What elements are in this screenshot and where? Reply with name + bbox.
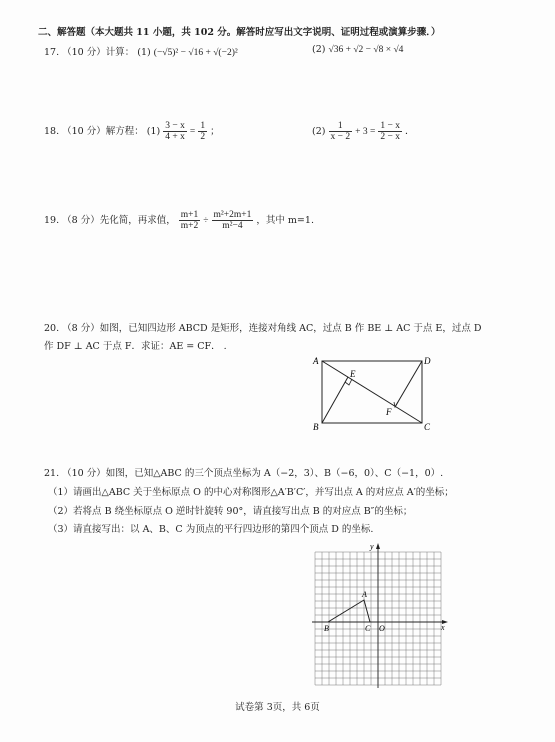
- triangle-abc: [328, 600, 370, 622]
- fraction-denominator: x − 2: [330, 132, 351, 142]
- axis-label-y: y: [370, 542, 374, 551]
- fraction-denominator: m+2: [180, 221, 199, 231]
- question-points: （10 分）计算：: [62, 47, 135, 58]
- question-17-part2: [312, 44, 403, 55]
- fraction: [329, 121, 353, 142]
- axis-label-x: x: [441, 623, 445, 632]
- point-label-o: O: [379, 624, 385, 633]
- label-a: A: [313, 356, 319, 366]
- question-21-line1: 21. （10 分）如图，已知△ABC 的三个顶点坐标为 A（−2，3）、B（−6，0）、C（−1，0）.: [44, 468, 444, 479]
- q17-part2-expression: √36 + √2 − √8 × √4: [328, 45, 404, 55]
- point-label-a: A: [362, 590, 367, 599]
- label-d: D: [424, 356, 431, 366]
- label-f: F: [386, 407, 392, 417]
- punctuation: ；: [210, 126, 220, 137]
- fraction: [179, 210, 201, 231]
- question-number: 18.: [44, 126, 60, 137]
- question-17: [44, 44, 238, 58]
- operator: + 3 =: [355, 127, 376, 137]
- question-21-part2: （2）若将点 B 绕坐标原点 O 逆时针旋转 90°，请直接写出点 B 的对应点 B″的坐标；: [48, 506, 413, 517]
- label-b: B: [313, 422, 319, 432]
- fraction-numerator: 1 − x: [380, 121, 400, 131]
- fraction-denominator: 2 − x: [380, 132, 400, 142]
- label-e: E: [350, 369, 356, 379]
- question-20-line1: 20. （8 分）如图，已知四边形 ABCD 是矩形，连接对角线 AC，过点 B 作 BE ⊥ AC 于点 E，过点 D: [44, 323, 482, 334]
- part-label: (2): [312, 126, 326, 137]
- label-c: C: [424, 422, 431, 432]
- question-number: 19.: [44, 215, 60, 226]
- part-label: (1): [146, 126, 161, 137]
- fraction: [163, 121, 187, 142]
- question-19: [44, 210, 314, 231]
- fraction-denominator: 2: [200, 132, 206, 142]
- question-points: （10 分）解方程：: [62, 126, 144, 137]
- y-axis-arrow-icon: [376, 543, 380, 549]
- coordinate-grid: [308, 540, 450, 690]
- fraction: [378, 121, 402, 142]
- point-label-c: C: [365, 624, 371, 633]
- fraction-numerator: m+1: [180, 210, 199, 220]
- fraction: [198, 121, 207, 142]
- punctuation: ．: [405, 126, 415, 137]
- fraction-numerator: 1: [200, 121, 206, 131]
- part-label: (2): [312, 44, 326, 55]
- section-heading: 二、解答题（本大题共 11 小题，共 102 分。解答时应写出文字说明、证明过程或演算步骤．）: [38, 27, 441, 38]
- page-footer: 试卷第 3页，共 6页: [235, 702, 320, 713]
- fraction: [212, 210, 254, 231]
- question-18: 18. （10 分）解方程： (1) $\frac{3 - x}{4 + x}$ = $\frac{1}{2}$ ；: [44, 121, 220, 142]
- fraction-denominator: m²−4: [222, 221, 243, 231]
- rectangle-figure: [310, 352, 435, 432]
- fraction-numerator: 3 − x: [165, 121, 185, 131]
- point-label-b: B: [324, 624, 329, 633]
- fraction-numerator: 1: [329, 121, 353, 132]
- fraction-numerator: m²+2m+1: [213, 210, 252, 220]
- operator: ÷: [203, 216, 209, 226]
- part-label: (1): [137, 47, 151, 58]
- question-tail: ，其中 m=1.: [256, 215, 314, 226]
- question-18-part2: [312, 121, 415, 142]
- fraction-denominator: 4 + x: [165, 132, 185, 142]
- question-21-part3: （3）请直接写出：以 A、B、C 为顶点的平行四边形的第四个顶点 D 的坐标.: [48, 524, 374, 535]
- q17-part1-expression: (−√5)² − √16 + √(−2)²: [153, 48, 238, 58]
- question-21-part1: （1）请画出△ABC 关于坐标原点 O 的中心对称图形△A′B′C′，并写出点 A 的对应点 A′的坐标；: [48, 487, 454, 498]
- question-points: （8 分）先化简，再求值，: [62, 215, 176, 226]
- question-20-line2: 作 DF ⊥ AC 于点 F．求证：AE = CF． .: [44, 341, 227, 352]
- question-number: 17.: [44, 47, 60, 58]
